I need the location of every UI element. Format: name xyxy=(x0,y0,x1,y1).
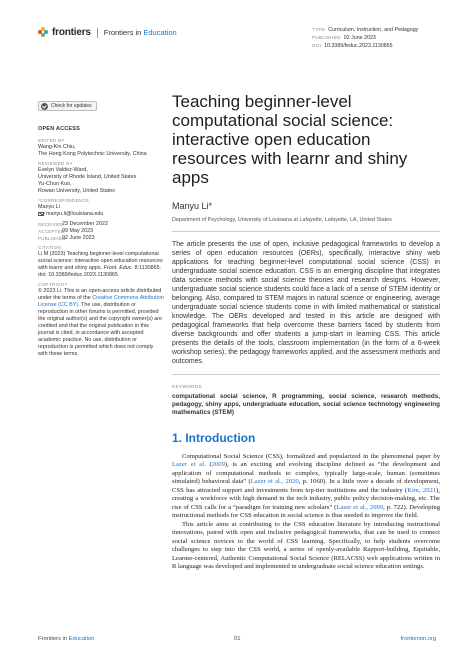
license-link[interactable]: Creative Commons Attribution License (CC BY). xyxy=(38,294,164,308)
meta-doi: DOI 10.3389/feduc.2023.1130865 xyxy=(312,43,393,49)
reviewer-affiliation: Rowan University, United States xyxy=(38,187,115,194)
keywords: computational social science, R programming, social science, research methods, pedagogy, shiny apps, undergraduate education, social science technology engineering mathematics (STEM) xyxy=(172,392,440,416)
intro-paragraph-1: Computational Social Science (CSS), formalized and popularized in the phenomenal paper by Lazer et al. (2009), is an exciting and evolving discipline defined as “the development and application of computational methods to complex, typically large-scale, human (sometimes simulated) behavioral data” (Lazer et al., 2020, p. 1060). In a little over a decade of development, CSS has attracted support and investments from top-tier institutions and the industry (Kim, 2021), creating a workforce with high demand in the tech industry, public policy decision-making, etc. The rise of CSS calls for a “paradigm for training new scholars” (Lazer et al., 2009, p. 722). Developing instructional methods for CSS education in social science is thus needed to improve the field. xyxy=(172,452,440,520)
open-access-label: OPEN ACCESS xyxy=(38,125,81,132)
reviewed-by-label: REVIEWED BY xyxy=(38,160,73,166)
author-affiliation: Department of Psychology, University of Louisiana at Lafayette, Lafayette, LA, United States xyxy=(172,217,392,223)
footer-site-link[interactable]: frontiersin.org xyxy=(400,636,436,642)
correspondence-label: *CORRESPONDENCE xyxy=(38,197,90,203)
copyright-text: © 2023 Li. This is an open-access article distributed under the terms of the Creative Commons Attribution License (CC BY). The use, distribution or reproduction in other forums is permitted, provided the original author(s) and the copyright owner(s) are credited and that the original publication in this journal is cited, in accordance with accepted academic practice. No use, distribution or reproduction is permitted which does not comply with these terms. xyxy=(38,287,164,357)
brand[interactable] xyxy=(38,27,177,38)
brand-wordmark: frontiers xyxy=(52,27,91,38)
check-for-updates-button[interactable]: Check for updates xyxy=(38,101,97,111)
reviewer-affiliation: University of Rhode Island, United States xyxy=(38,173,137,180)
reference-link[interactable]: Kim, 2021 xyxy=(407,486,437,494)
brand-divider xyxy=(97,28,98,38)
check-icon xyxy=(41,103,48,110)
article-main xyxy=(172,92,440,572)
editor-affiliation: The Hong Kong Polytechnic University, China xyxy=(38,150,147,157)
editor-name: Wang-Kin Chiu, xyxy=(38,143,76,150)
meta-published: PUBLISHED 02 June 2023 xyxy=(312,35,376,41)
divider xyxy=(172,231,440,232)
divider xyxy=(172,374,440,375)
reference-link[interactable]: Lazer et al., 2020 xyxy=(250,478,299,486)
keywords-label: KEYWORDS xyxy=(172,383,202,389)
article-title: Teaching beginner-level computational social science: interactive open education resources with learnr and shiny apps xyxy=(172,92,408,187)
article-dates: RECEIVED 23 December 2022 ACCEPTED 09 May 2023 PUBLISHED 02 June 2023 xyxy=(38,220,108,241)
abstract: The article presents the use of open, inclusive pedagogical frameworks to develop a series of open education resources (OERs), specifically, interactive shiny web applications for teaching beginner-level computational social science (CSS) in undergraduate social science education. CSS is an emerging discipline that integrates data science methods with social science theories and research designs. However, undergraduate social science students could face a lack of a sense of STEM identity or belonging. Also, compared to STEM majors in natural science or engineering, average undergraduate social science students come in with limited mathematical or statistical knowledge. The OERs developed and tested in this article are designed with pedagogical frameworks that help overcome these barriers faced by students from diverse backgrounds and offer students a jump-start in learning CSS. This article presents the details of the tools, classroom implementation (in the form of a 6-week workshop series), the pedagogy frameworks applied, and the assessment methods and outcomes. xyxy=(172,240,440,366)
citation-label: CITATION xyxy=(38,244,62,250)
reviewer-name: Yu-Chun Kuo, xyxy=(38,180,72,187)
copyright-label: COPYRIGHT xyxy=(38,281,68,287)
frontiers-logo-icon xyxy=(38,27,49,38)
mail-icon xyxy=(38,212,44,217)
meta-type: TYPE Curriculum, Instruction, and Pedagogy xyxy=(312,27,419,33)
article-sidebar xyxy=(38,101,164,358)
intro-paragraph-2: This article aims at contributing to the CSS education literature by introducing instructional innovations, paired with open and inclusive pedagogical frameworks, that can be used to connect social science novices to the world of CSS learning. Specifically, to help students overcome challenges to step into the CSS world, a series of openly-available Rapport-building, Equitable, Learner-centered, Authentic Computational Social Science (RELACSS) web applications written in R language was developed and implemented in undergraduate social science education settings. xyxy=(172,520,440,571)
reference-link[interactable]: Lazer et al. xyxy=(172,461,206,469)
section-heading: 1. Introduction xyxy=(172,430,256,445)
citation-text: Li M (2023) Teaching beginner-level computational social science: interactive open education resources with learnr and shiny apps. Front. Educ. 8:1130865. doi: 10.3389/feduc.2023.1130865 xyxy=(38,250,163,278)
page-number: 01 xyxy=(234,636,241,642)
reference-link[interactable]: 2009 xyxy=(211,461,225,469)
correspondence-name: Manyu Li xyxy=(38,203,60,210)
reference-link[interactable]: Lazer et al., 2009 xyxy=(336,503,384,511)
correspondence-email[interactable]: manyu.li@louisiana.edu xyxy=(38,211,164,218)
author-name: Manyu Li* xyxy=(172,201,213,211)
article-meta xyxy=(312,26,418,50)
edited-by-label: EDITED BY xyxy=(38,137,65,143)
footer-journal: Frontiers in Education xyxy=(38,636,95,642)
journal-name: Frontiers in Education xyxy=(103,28,177,37)
page-header xyxy=(0,0,474,68)
reviewer-name: Evelyn Valdez-Ward, xyxy=(38,166,88,173)
